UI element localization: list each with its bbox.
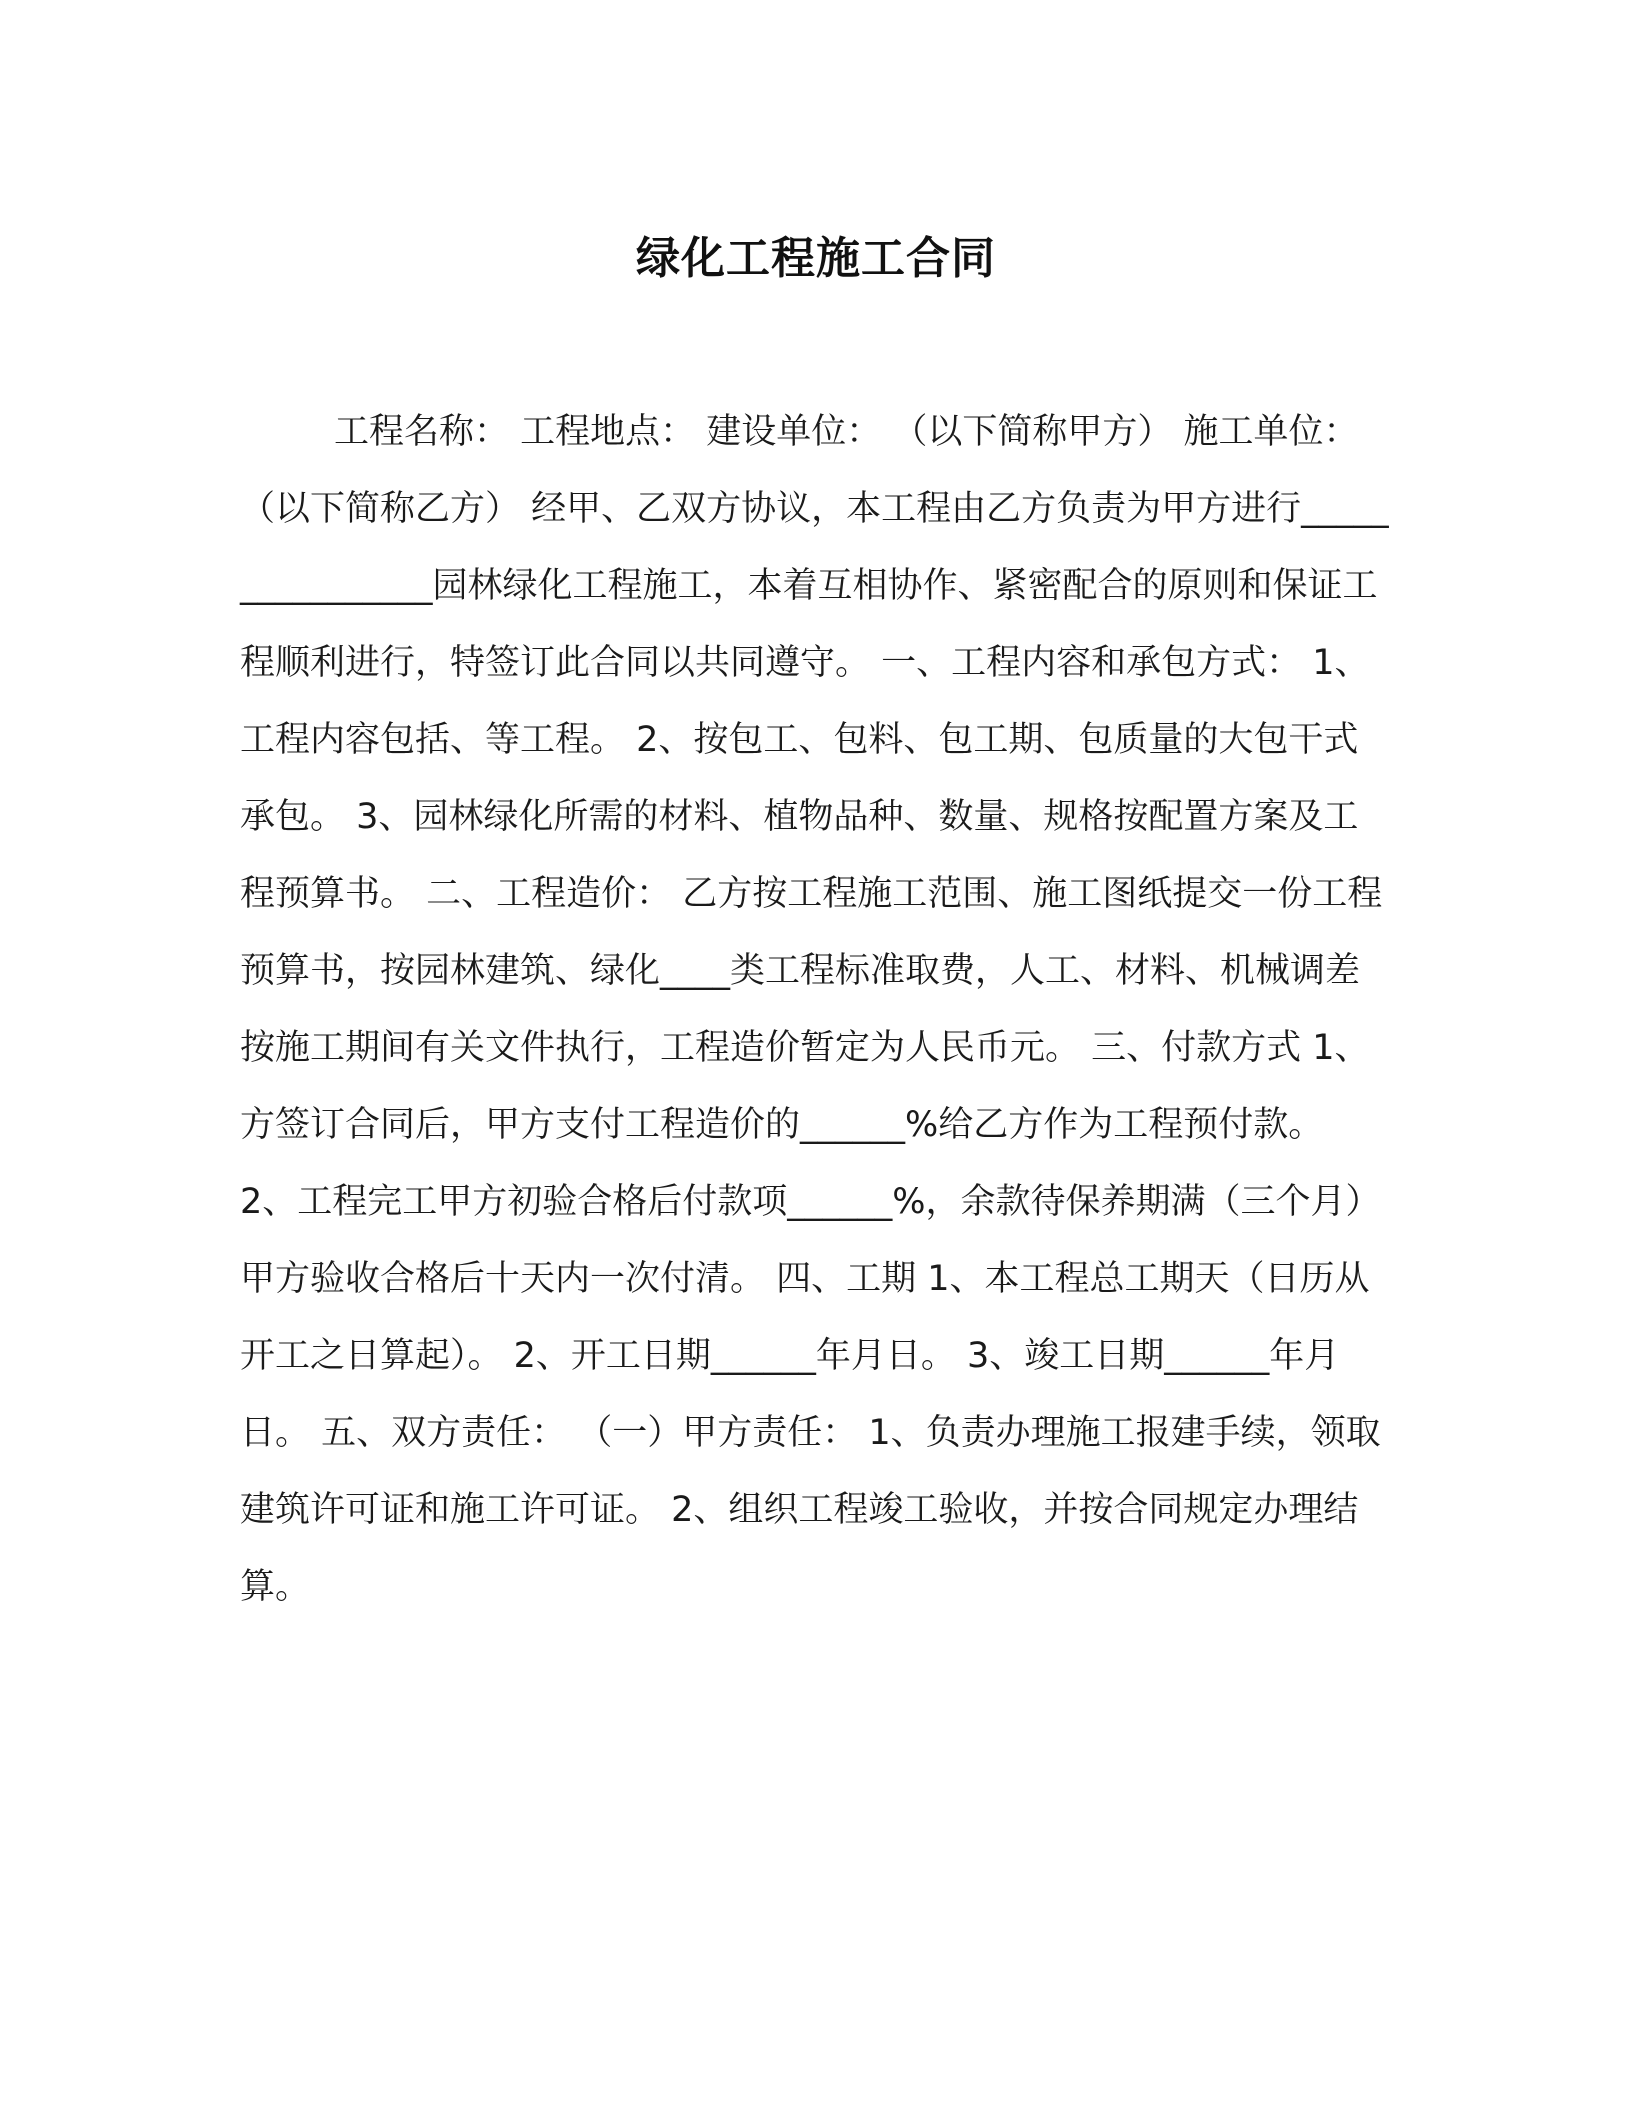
contract-body-paragraph: 工程名称： 工程地点： 建设单位： （以下简称甲方） 施工单位： （以下简称乙方） 经甲、乙双方协议，本工程由乙方负责为甲方进行________________园林绿化工程施工，本着互相协作、紧密配合的原则和保证工程顺利进行，特签订此合同以共同遵守。 一、工程内容和承包方式： 1、工程内容包括、等工程。 2、按包工、包料、包工期、包质量的大包干式承包。 3、园林绿化所需的材料、植物品种、数量、规格按配置方案及工程预算书。 二、工程造价： 乙方按工程施工范围、施工图纸提交一份工程预算书，按园林建筑、绿化____类工程标准取费，人工、材料、机械调差按施工期间有关文件执行，工程造价暂定为人民币元。 三、付款方式 1、方签订合同后，甲方支付工程造价的______%给乙方作为工程预付款。 2、工程完工甲方初验合格后付款项______%，余款待保养期满（三个月）甲方验收合格后十天内一次付清。 四、工期 1、本工程总工期天（日历从开工之日算起）。 2、开工日期______年月日。 3、竣工日期______年月日。 五、双方责任： （一）甲方责任： 1、负责办理施工报建手续，领取建筑许可证和施工许可证。 2、组织工程竣工验收，并按合同规定办理结算。 <box>240 412 1389 1607</box>
document-title: 绿化工程施工合同 <box>636 233 996 284</box>
